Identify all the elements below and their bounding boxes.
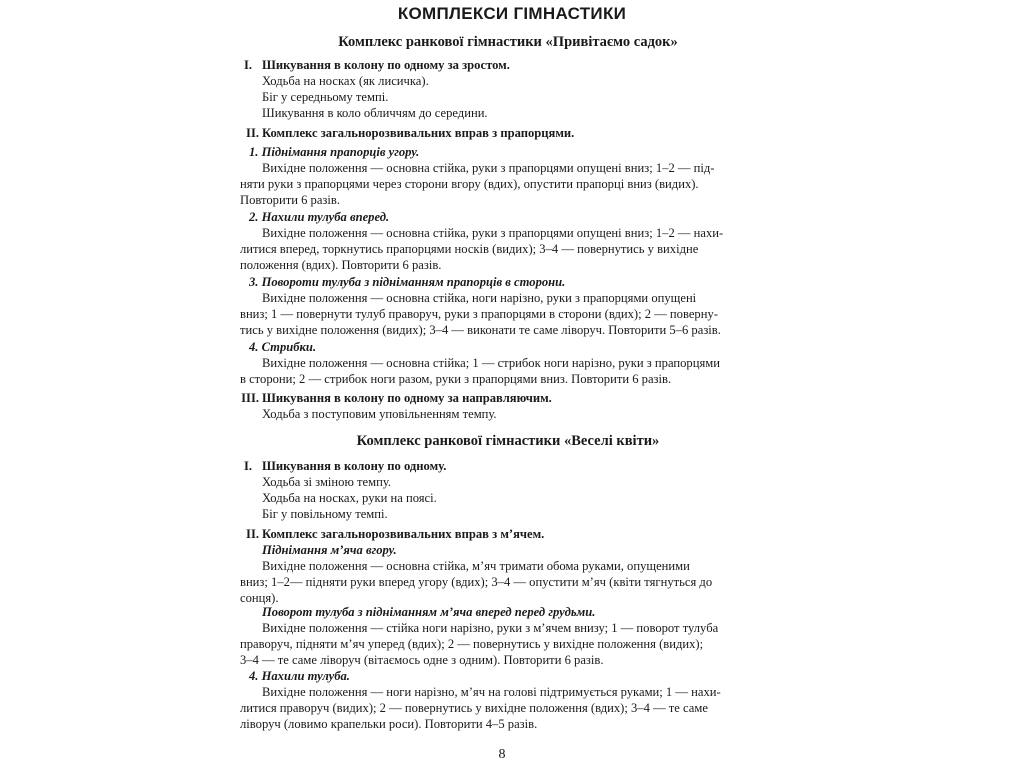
c1-section-1-heading: Шикування в колону по одному за зростом.: [262, 58, 510, 72]
complex-2-title: Комплекс ранкової гімнастики «Веселі квіти»: [356, 433, 660, 449]
c2-exercise-2-line: 3–4 — те саме ліворуч (вітаємось одне з одним). Повторити 6 разів.: [240, 653, 604, 667]
c1-exercise-4-line: в сторони; 2 — стрибок ноги разом, руки з прапорцями вниз. Повторити 6 разів.: [240, 372, 672, 386]
complex-1-title: Комплекс ранкової гімнастики «Привітаємо садок»: [338, 34, 678, 50]
c2-exercise-1-line: вниз; 1–2— підняти руки вперед угору (вдих); 3–4 — опустити м’яч (квіти тягнуться до: [240, 575, 713, 589]
c1-section-1-line: Ходьба на носках (як лисичка).: [262, 74, 429, 88]
c2-exercise-4-line: ліворуч (ловимо крапельки роси). Повторити 4–5 разів.: [240, 717, 538, 731]
c2-exercise-4-line: литися праворуч (видих); 2 — повернутись у вихідне положення (вдих); 3–4 — те саме: [240, 701, 708, 715]
c1-exercise-2-title: 2. Нахили тулуба вперед.: [249, 210, 390, 224]
c2-section-1-line: Біг у повільному темпі.: [262, 507, 388, 521]
page-number: 8: [498, 747, 506, 762]
c2-exercise-1-line: сонця).: [240, 591, 279, 605]
c1-section-2-number: II.: [246, 126, 259, 140]
c1-section-3-number: III.: [241, 391, 259, 405]
c1-exercise-2-line: Вихідне положення — основна стійка, руки з прапорцями опущені вниз; 1–2 — нахи-: [262, 226, 724, 240]
c2-exercise-4-title: 4. Нахили тулуба.: [249, 669, 350, 683]
c1-exercise-1-line: няти руки з прапорцями через сторони вгору (вдих), опустити прапорці вниз (видих).: [240, 177, 699, 191]
c1-section-1-line: Біг у середньому темпі.: [262, 90, 389, 104]
c2-section-2-heading: Комплекс загальнорозвивальних вправ з м’ячем.: [262, 527, 545, 541]
page-title: КОМПЛЕКСИ ГІМНАСТИКИ: [397, 4, 627, 23]
c1-exercise-3-title: 3. Повороти тулуба з підніманням прапорців в сторони.: [249, 275, 566, 289]
c2-exercise-1-title: Піднімання м’яча вгору.: [262, 543, 397, 557]
c2-exercise-1-line: Вихідне положення — основна стійка, м’яч тримати обома руками, опущеними: [262, 559, 690, 573]
c2-exercise-2-line: Вихідне положення — стійка ноги нарізно, руки з м’ячем внизу; 1 — поворот тулуба: [262, 621, 719, 635]
c2-exercise-2-line: праворуч, підняти м’яч уперед (вдих); 2 — повернутись у вихідне положення (видих);: [240, 637, 704, 651]
c1-exercise-1-line: Повторити 6 разів.: [240, 193, 340, 207]
c1-exercise-2-line: литися вперед, торкнутись прапорцями носків (видих); 3–4 — повернутись у вихідне: [240, 242, 699, 256]
c2-section-1-number: I.: [243, 459, 252, 473]
c1-exercise-4-line: Вихідне положення — основна стійка; 1 — стрибок ноги нарізно, руки з прапорцями: [262, 356, 720, 370]
c2-section-1-heading: Шикування в колону по одному.: [262, 459, 447, 473]
c1-exercise-1-title: 1. Піднімання прапорців угору.: [249, 145, 420, 159]
c1-exercise-4-title: 4. Стрибки.: [249, 340, 317, 354]
c2-exercise-4-line: Вихідне положення — ноги нарізно, м’яч на голові підтримується руками; 1 — нахи-: [262, 685, 721, 699]
c1-section-1-line: Шикування в коло обличчям до середини.: [262, 106, 488, 120]
c2-exercise-2-title: Поворот тулуба з підніманням м’яча вперед перед грудьми.: [262, 605, 596, 619]
c1-section-2-heading: Комплекс загальнорозвивальних вправ з прапорцями.: [262, 126, 575, 140]
c1-exercise-3-line: тись у вихідне положення (видих); 3–4 — виконати те саме ліворуч. Повторити 5–6 разів.: [240, 323, 721, 337]
c1-section-3-line: Ходьба з поступовим уповільненням темпу.: [262, 407, 497, 421]
c1-section-1-number: I.: [243, 58, 252, 72]
c1-section-3-heading: Шикування в колону по одному за направляючим.: [262, 391, 552, 405]
c2-section-1-line: Ходьба зі зміною темпу.: [262, 475, 391, 489]
c2-section-1-line: Ходьба на носках, руки на поясі.: [262, 491, 437, 505]
c1-exercise-1-line: Вихідне положення — основна стійка, руки з прапорцями опущені вниз; 1–2 — під-: [262, 161, 715, 175]
c1-exercise-3-line: вниз; 1 — повернути тулуб праворуч, руки з прапорцями в сторони (вдих); 2 — поверну-: [240, 307, 718, 321]
c2-section-2-number: II.: [246, 527, 259, 541]
c1-exercise-2-line: положення (вдих). Повторити 6 разів.: [240, 258, 442, 272]
c1-exercise-3-line: Вихідне положення — основна стійка, ноги нарізно, руки з прапорцями опущені: [262, 291, 697, 305]
